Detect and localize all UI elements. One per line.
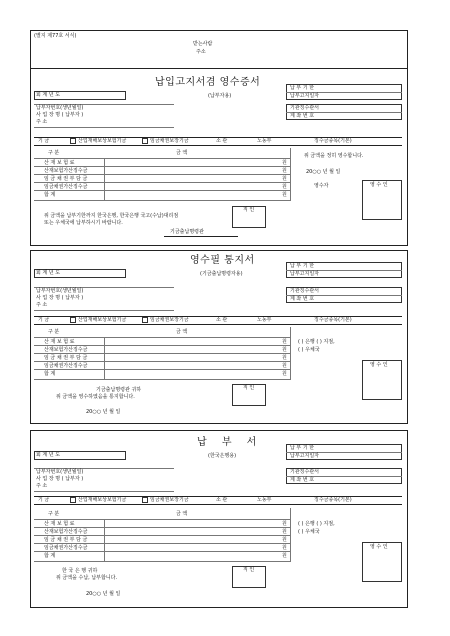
section2-row-2: 산재보험가산징수금 — [44, 347, 88, 353]
section1-fund-option2: 임금채권보장기금 — [150, 138, 189, 144]
section1-won-2: 원 — [282, 168, 287, 174]
section1-address-label: 주 소 — [36, 119, 48, 125]
section2-notice-line2: 위 금액을 영수하였음을 통지합니다. — [56, 394, 135, 400]
section3-table-col-divider — [104, 519, 105, 562]
section3-row-4: 임금채권가산징수금 — [44, 545, 88, 551]
section3-table-head-line — [34, 519, 290, 520]
section2-stamp-label: 직 인 — [243, 385, 255, 391]
section3-row-line — [34, 561, 290, 562]
section2-payer-bottom — [34, 310, 174, 311]
section2-account-no-label: 계 좌 번 호 — [290, 296, 315, 302]
section3-jurisdiction-label: 소 관 — [216, 497, 228, 503]
section3-won-2: 원 — [282, 529, 287, 535]
section3-fund-option1: 산업재해보상보험기금 — [78, 497, 127, 503]
section3-fund-label: 기 금 — [38, 497, 50, 503]
section1-date: 20○○ 년 월 일 — [306, 169, 341, 175]
section3-col-category: 구 분 — [48, 511, 60, 517]
section1-account-no-label: 계 좌 번 호 — [290, 113, 315, 119]
section3-row-line — [34, 543, 290, 544]
form-number: (별지 제77호 서식) — [34, 33, 77, 39]
section2-row-line — [34, 379, 290, 380]
section3-post-text: ( ) 우체국 — [298, 529, 320, 535]
section1-won-3: 원 — [282, 176, 287, 182]
section1-row-5: 합 계 — [44, 192, 56, 198]
section3-subtitle: (한국은행용) — [208, 453, 237, 459]
section2-row-5: 합 계 — [44, 371, 56, 377]
section2-row-line — [34, 345, 290, 346]
section3-business-label: 사 업 장 명 ( 납부자 ) — [36, 476, 84, 482]
section2-subtitle: (기금출납명령자용) — [200, 271, 243, 277]
section1-ministry: 노동부 — [257, 138, 272, 144]
section3-won-4: 원 — [282, 545, 287, 551]
section2-jurisdiction-label: 소 관 — [216, 317, 228, 323]
section1-fund-check2 — [142, 138, 148, 144]
section1-row-line — [34, 182, 290, 183]
section1-seal-label: 영 수 인 — [370, 182, 388, 188]
section1-col-amount: 금 액 — [176, 150, 188, 156]
section3-row-2: 산재보험가산징수금 — [44, 529, 88, 535]
section3-fund-check2 — [142, 497, 148, 503]
section2-fund-check1 — [70, 317, 76, 323]
section2-business-label: 사 업 장 명 ( 납부자 ) — [36, 295, 84, 301]
section2-seal-label: 영 수 인 — [370, 362, 388, 368]
section1-sign-underline — [164, 236, 238, 237]
section2-table-head-line — [34, 337, 290, 338]
section2-account-year-label: 회 계 년 도 — [36, 270, 61, 276]
section2-table-right — [290, 327, 291, 380]
section2-address-label: 주 소 — [36, 302, 48, 308]
section2-fund-option1: 산업재해보상보험기금 — [78, 317, 127, 323]
header-divider — [30, 68, 408, 69]
section1-table-right — [290, 148, 291, 201]
section1-row-2: 산재보험가산징수금 — [44, 168, 88, 174]
section3-row-5: 합 계 — [44, 553, 56, 559]
section3-fund-check1 — [70, 497, 76, 503]
section3-collector-label: 기관징수관서 — [290, 469, 319, 475]
section3-account-no-label: 계 좌 번 호 — [290, 477, 315, 483]
section3-item-type: 징수금종목(기본) — [314, 497, 352, 503]
section2-date: 20○○ 년 월 일 — [86, 409, 121, 415]
section1-won-4: 원 — [282, 184, 287, 190]
section3-seal-label: 영 수 인 — [370, 544, 388, 550]
section1-table-head-line — [34, 158, 290, 159]
section2-title: 영수필 통지서 — [190, 255, 255, 266]
section1-row-line — [34, 190, 290, 191]
section2-deadline-label: 납 부 기 한 — [290, 263, 315, 269]
section2-col-category: 구 분 — [48, 329, 60, 335]
section3-won-1: 원 — [282, 521, 287, 527]
section2-item-type: 징수금종목(기본) — [314, 317, 352, 323]
recipient-label: 받는사람 — [193, 41, 213, 47]
section3-row-line — [34, 527, 290, 528]
section2-col-amount: 금 액 — [176, 329, 188, 335]
section1-fund-label: 기 금 — [38, 138, 50, 144]
section2-fund-check2 — [142, 317, 148, 323]
section1-stamp-label: 직 인 — [243, 207, 255, 213]
section1-collector-label: 기관징수관서 — [290, 105, 319, 111]
section3-date: 20○○ 년 월 일 — [86, 591, 121, 597]
section2-fund-option2: 임금채권보장기금 — [150, 317, 189, 323]
section3-won-3: 원 — [282, 537, 287, 543]
section3-payer-label: 납부자번호(생년월일) — [36, 469, 84, 475]
section2-won-2: 원 — [282, 347, 287, 353]
section1-item-type: 징수금종목(기본) — [314, 138, 352, 144]
section1-row-3: 임 금 채 권 부 담 금 — [44, 176, 88, 182]
section2-won-4: 원 — [282, 363, 287, 369]
section2-row-line — [34, 353, 290, 354]
section2-notice-date-label: 납부고지일자 — [290, 271, 319, 277]
section3-notice-line1: 한 국 은 행 귀하 — [62, 568, 98, 574]
section2-post-text: ( ) 우체국 — [298, 347, 320, 353]
section1-notice-date-label: 납부고지일자 — [290, 93, 319, 99]
section3-won-5: 원 — [282, 553, 287, 559]
section1-received-text: 위 금액을 정히 영수합니다. — [304, 153, 364, 159]
section1-payer-bottom — [34, 127, 174, 128]
section1-won-1: 원 — [282, 160, 287, 166]
section3-stamp-label: 직 인 — [243, 567, 255, 573]
section1-collector-sign: 기금출납명령관 — [170, 229, 204, 235]
section3-deadline-label: 납 부 기 한 — [290, 445, 315, 451]
section1-won-5: 원 — [282, 192, 287, 198]
section3-fund-option2: 임금채권보장기금 — [150, 497, 189, 503]
section2-row-3: 임 금 채 권 부 담 금 — [44, 355, 88, 361]
section3-col-amount: 금 액 — [176, 511, 188, 517]
recipient-address-label: 주소 — [196, 49, 206, 55]
section1-title: 납입고지서겸 영수증서 — [155, 77, 261, 88]
section3-row-line — [34, 535, 290, 536]
section1-row-line — [34, 174, 290, 175]
section2-ministry: 노동부 — [257, 317, 272, 323]
section1-fund-option1: 산업재해보상보험기금 — [78, 138, 127, 144]
section3-notice-date-label: 납부고지일자 — [290, 453, 319, 459]
section3-address-label: 주 소 — [36, 483, 48, 489]
section3-notice-line2: 위 금액을 수납, 납부합니다. — [56, 575, 118, 581]
section1-fund-bottom — [34, 145, 402, 146]
section1-receiver-label: 영수자 — [314, 183, 329, 189]
section1-notice-line2: 또는 우체국에 납부하시기 바랍니다. — [44, 220, 123, 226]
section1-business-label: 사 업 장 명 ( 납부자 ) — [36, 112, 84, 118]
section3-row-3: 임 금 채 권 부 담 금 — [44, 537, 88, 543]
section1-row-1: 산 재 보 험 료 — [44, 160, 75, 166]
section2-bank-text: ( ) 은행 ( ) 지점, — [298, 339, 335, 345]
section3-ministry: 노동부 — [257, 497, 272, 503]
section2-won-3: 원 — [282, 355, 287, 361]
section2-won-5: 원 — [282, 371, 287, 377]
section3-bank-text: ( ) 은행 ( ) 지점, — [298, 521, 335, 527]
section2-collector-label: 기관징수관서 — [290, 288, 319, 294]
section1-row-4: 임금채권가산징수금 — [44, 184, 88, 190]
section2-table-col-divider — [104, 337, 105, 380]
section3-title: 납 부 서 — [197, 437, 263, 448]
section2-won-1: 원 — [282, 339, 287, 345]
section1-row-line — [34, 200, 290, 201]
section1-jurisdiction-label: 소 관 — [216, 138, 228, 144]
section2-row-line — [34, 369, 290, 370]
section2-fund-bottom — [34, 324, 402, 325]
section2-row-1: 산 재 보 험 료 — [44, 339, 75, 345]
section1-notice-line1: 위 금액을 납부기한까지 한국은행, 한국은행 국고(수납)대리점 — [44, 213, 179, 219]
section2-payer-label: 납부자번호(생년월일) — [36, 288, 84, 294]
section1-row-line — [34, 166, 290, 167]
section3-fund-bottom — [34, 504, 402, 505]
section3-row-line — [34, 551, 290, 552]
section2-row-4: 임금채권가산징수금 — [44, 363, 88, 369]
section2-fund-label: 기 금 — [38, 317, 50, 323]
section1-payer-label: 납부자번호(생년월일) — [36, 105, 84, 111]
section1-subtitle: (납부자용) — [208, 93, 232, 99]
section1-table-col-divider — [104, 158, 105, 201]
section2-row-line — [34, 361, 290, 362]
section3-account-year-label: 회 계 년 도 — [36, 452, 61, 458]
section1-col-category: 구 분 — [48, 150, 60, 156]
section3-table-right — [290, 508, 291, 562]
section2-notice-line1: 기금출납명령관 귀하 — [96, 387, 142, 393]
section1-deadline-label: 납 부 기 한 — [290, 85, 315, 91]
section3-row-1: 산 재 보 험 료 — [44, 521, 75, 527]
section1-account-year-label: 회 계 년 도 — [36, 92, 61, 98]
section1-fund-check1 — [70, 138, 76, 144]
section3-payer-bottom — [34, 491, 174, 492]
